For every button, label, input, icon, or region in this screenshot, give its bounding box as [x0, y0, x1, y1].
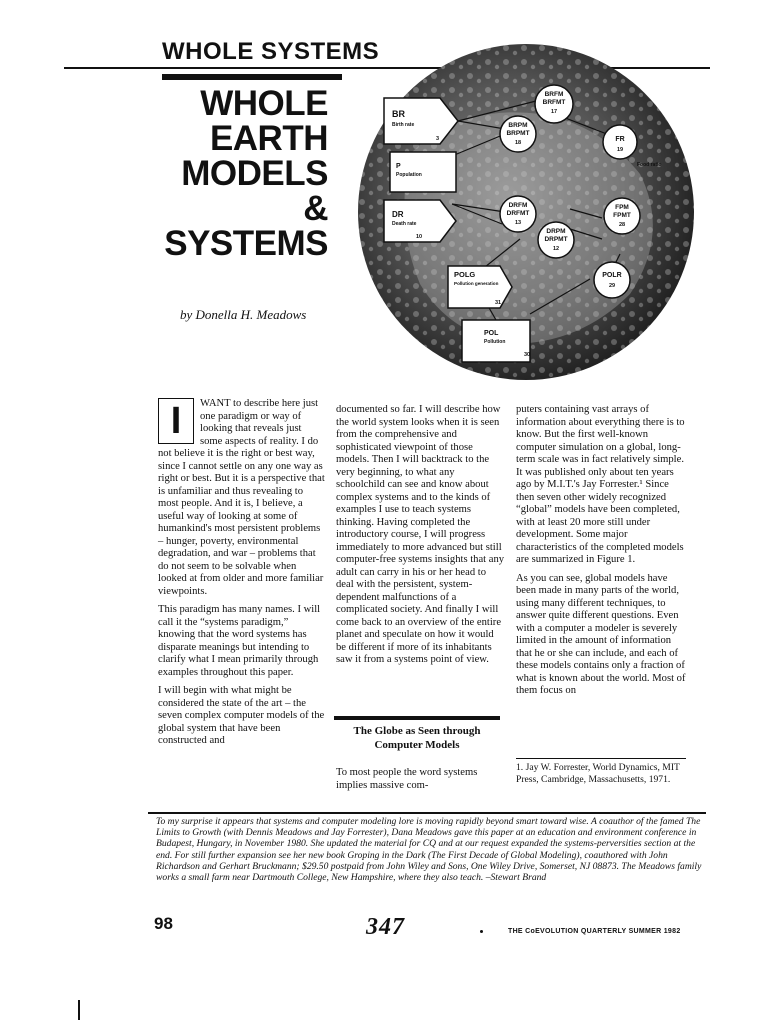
- svg-text:12: 12: [552, 246, 560, 252]
- header-thick-rule: [162, 74, 342, 80]
- svg-text:17: 17: [550, 109, 558, 115]
- paragraph: I will begin with what might be considered the state of the art – the seven complex computer models of the global system that have been constructed and: [158, 685, 325, 746]
- article-title: [150, 86, 328, 261]
- svg-text:DRFM: DRFM: [508, 202, 528, 209]
- box-node-p: [390, 152, 456, 192]
- svg-text:Death rate: Death rate: [392, 221, 417, 227]
- title-line: EARTH: [209, 119, 328, 158]
- title-line: WHOLE: [200, 84, 328, 123]
- drop-cap: I: [158, 398, 194, 444]
- section-label: WHOLE SYSTEMS: [162, 38, 380, 65]
- editor-note: To my surprise it appears that systems and computer modeling lore is moving rapidly beyond smart toward wise. A coauthor of the famed The Limits to Growth (with Dennis Meadows and Jay Forrester), Dana Meadows gave this paper at an education and environment conference in Budapest, Hungary, in November 1980. She updated the material for CQ and at our request expanded the systems-perversities section at the end. For still further expansion see her new book Groping in the Dark (The First Decade of Global Modeling), coauthored with John Richardson and Gerhart Bruckmann; $29.50 postpaid from John Wiley and Sons, One Wiley Drive, Somerset, NJ 08873. The Meadows family works a small farm near Dartmouth College, New Hampshire, where they also teach. –Stewart Brand: [156, 816, 702, 884]
- svg-text:DRPM: DRPM: [546, 228, 566, 235]
- paragraph: As you can see, global models have been made in many parts of the world, using many different techniques, to answer quite different questions. Even with a computer a modeler is severely limited in the amount of information that he or she can include, and each of these models contains only a fraction of what is known about the world. Most of them focus on: [516, 572, 686, 696]
- title-line: MODELS &: [181, 154, 328, 228]
- svg-text:Population: Population: [396, 172, 422, 178]
- journal-footer: THE CoEVOLUTION QUARTERLY SUMMER 1982: [508, 928, 681, 935]
- svg-text:31: 31: [495, 300, 502, 306]
- box-node-dr: [384, 200, 456, 242]
- svg-text:DRFMT: DRFMT: [506, 210, 530, 217]
- svg-text:30: 30: [524, 352, 531, 358]
- paragraph: To most people the word systems implies massive com-: [336, 767, 478, 791]
- svg-text:18: 18: [514, 140, 522, 146]
- footer-dot: [480, 930, 483, 933]
- page-number: 98: [154, 914, 173, 933]
- circle-node-brpm: [500, 116, 536, 152]
- svg-text:28: 28: [618, 222, 626, 228]
- title-line: SYSTEMS: [164, 224, 328, 263]
- svg-text:Pollution: Pollution: [484, 339, 506, 345]
- svg-text:FPM: FPM: [615, 204, 629, 211]
- svg-text:10: 10: [416, 234, 423, 240]
- circle-node-brfm: [535, 85, 573, 123]
- circle-node-polr: [594, 262, 630, 298]
- footnote: 1. Jay W. Forrester, World Dynamics, MIT Press, Cambridge, Massachusetts, 1971.: [516, 762, 680, 785]
- circle-node-fpm: [604, 198, 640, 234]
- svg-text:FPMT: FPMT: [613, 212, 631, 219]
- svg-text:DRPMT: DRPMT: [544, 236, 568, 243]
- paragraph: WANT to describe here just one paradigm or way of looking that reveals just some aspects of reality. I do not believe it is the right or best way, since I cannot settle on any one way as right or best. But it is a perspective that is unfamiliar and thus revealing to most people. And it is, I believe, a useful way of looking at some of humankind's most persistent problems – hunger, poverty, environmental degradation, and war – problems that do not seem to be solvable when looked at from older and more familiar viewpoints.: [158, 398, 325, 597]
- article-column-1: [158, 398, 326, 754]
- paragraph: puters containing vast arrays of information about everything there is to know. But the first well-known computer simulation on a global, long-term scale was in fact relatively simple. It was published only about ten years ago by M.I.T.'s Jay Forrester.¹ Since then seven other widely recognized “global” models have been completed, with at least 20 more still under development. Some major characteristics of the completed models are summarized in Figure 1.: [516, 404, 685, 565]
- box-node-pol: [462, 320, 530, 362]
- svg-text:BRFMT: BRFMT: [542, 99, 566, 106]
- svg-text:3: 3: [436, 136, 440, 142]
- margin-mark: [78, 1000, 80, 1020]
- svg-text:BRPMT: BRPMT: [506, 130, 530, 137]
- svg-text:P: P: [396, 163, 401, 170]
- byline: by Donella H. Meadows: [180, 307, 307, 322]
- page-stamp: 347: [366, 914, 405, 940]
- svg-text:Birth rate: Birth rate: [392, 122, 415, 128]
- svg-text:POL: POL: [484, 330, 499, 337]
- svg-text:BRPM: BRPM: [508, 122, 528, 129]
- subheading: The Globe as Seen through Computer Models: [353, 725, 481, 751]
- circle-node-drpm: [538, 222, 574, 258]
- svg-text:DR: DR: [392, 210, 404, 219]
- svg-text:13: 13: [514, 220, 522, 226]
- footnote-rule: [516, 758, 686, 759]
- subhead-rule: [334, 716, 500, 720]
- svg-text:POLR: POLR: [602, 272, 622, 279]
- circle-node-fr: [603, 125, 637, 159]
- svg-text:19: 19: [616, 147, 624, 153]
- article-column-2-continued: [336, 767, 506, 798]
- paragraph: documented so far. I will describe how the world system looks when it is seen from the comprehensive and sophisticated viewpoint of those models. Then I will backtrack to the very beginning, to what any schoolchild can see and know about complex systems and to the kinds of examples I use to teach systems thinking. Having completed the introductory course, I will progress immediately to more advanced but still computer-free systems insights that any adult can carry in his or her head to deal with the persistent, system-dependent malfunctions of a complicated society. And finally I will come back to an overview of the entire planet and speculate on how it would be different if more of its inhabitants saw it from a systems point of view.: [336, 404, 505, 665]
- article-column-2: [336, 404, 506, 673]
- svg-text:FR: FR: [615, 136, 625, 143]
- circle-node-drfm: [500, 196, 536, 232]
- paragraph: This paradigm has many names. I will call it the “systems paradigm,” knowing that the word systems has disparate meanings but intending to clarify what I mean primarily through examples throughout this paper.: [158, 604, 321, 678]
- food-ratio-label: Food ratio: [637, 162, 662, 168]
- svg-text:BRFM: BRFM: [544, 91, 564, 98]
- editor-note-rule: [148, 812, 706, 814]
- svg-text:Pollution generation: Pollution generation: [454, 281, 499, 286]
- article-column-3: [516, 404, 688, 704]
- svg-text:29: 29: [608, 283, 616, 289]
- svg-text:POLG: POLG: [454, 270, 476, 279]
- svg-text:BR: BR: [392, 109, 405, 119]
- globe-diagram: [340, 44, 712, 384]
- globe-figure: [340, 44, 712, 384]
- box-node-polg: [448, 266, 512, 308]
